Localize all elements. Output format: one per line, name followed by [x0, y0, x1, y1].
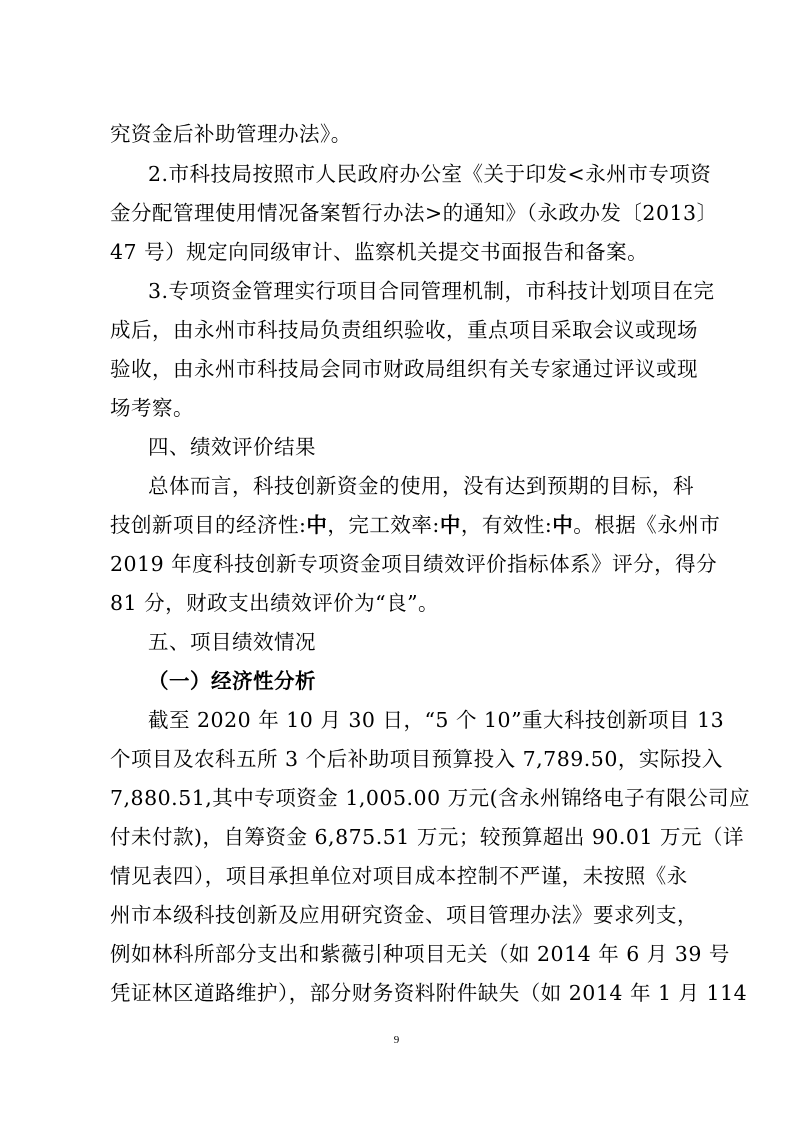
text-line: 究资金后补助管理办法》。	[110, 122, 352, 146]
text-line: 2.市科技局按照市人民政府办公室《关于印发<永州市专项资	[148, 162, 712, 186]
subsection-heading: （一）经济性分析	[148, 669, 316, 693]
text-span: ，完工效率:	[327, 513, 440, 537]
text-line: 例如林科所部分支出和紫薇引种项目无关（如 2014 年 6 月 39 号	[110, 942, 730, 966]
text-line: 凭证林区道路维护），部分财务资料附件缺失（如 2014 年 1 月 114	[110, 981, 748, 1005]
text-span: 技创新项目的经济性:	[110, 513, 307, 537]
text-line: 3.专项资金管理实行项目合同管理机制，市科技计划项目在完	[148, 279, 715, 303]
page-number: 9	[393, 1034, 400, 1046]
rating-text: 中	[552, 513, 574, 537]
text-line: 截至 2020 年 10 月 30 日，“5 个 10”重大科技创新项目 13	[148, 708, 725, 732]
text-span: 。根据《永州市	[573, 513, 721, 537]
text-line: 2019 年度科技创新专项资金项目绩效评价指标体系》评分，得分	[110, 552, 718, 576]
rating-text: 中	[306, 513, 328, 537]
text-line: 7,880.51,其中专项资金 1,005.00 万元(含永州锦络电子有限公司应	[110, 786, 751, 810]
text-line: 个项目及农科五所 3 个后补助项目预算投入 7,789.50，实际投入	[110, 747, 723, 771]
section-heading: 四、绩效评价结果	[148, 435, 316, 459]
text-line: 成后，由永州市科技局负责组织验收，重点项目采取会议或现场	[110, 318, 698, 342]
text-span: ，有效性:	[460, 513, 553, 537]
text-line: 81 分，财政支出绩效评价为“良”。	[110, 591, 440, 615]
rating-text: 中	[439, 513, 461, 537]
text-line: 情见表四），项目承担单位对项目成本控制不严谨，未按照《永	[110, 864, 688, 888]
text-line: 总体而言，科技创新资金的使用，没有达到预期的目标，科	[148, 474, 694, 498]
text-line: 金分配管理使用情况备案暂行办法>的通知》（永政办发〔2013〕	[110, 201, 718, 225]
text-line: 州市本级科技创新及应用研究资金、项目管理办法》要求列支，	[110, 903, 698, 927]
text-line: 付未付款)，自筹资金 6,875.51 万元；较预算超出 90.01 万元（详	[110, 825, 745, 849]
text-line: 场考察。	[110, 396, 194, 420]
section-heading: 五、项目绩效情况	[148, 630, 316, 654]
text-line	[110, 513, 721, 537]
text-line: 47 号）规定向同级审计、监察机关提交书面报告和备案。	[110, 240, 649, 264]
text-line: 验收，由永州市科技局会同市财政局组织有关专家通过评议或现	[110, 357, 698, 381]
